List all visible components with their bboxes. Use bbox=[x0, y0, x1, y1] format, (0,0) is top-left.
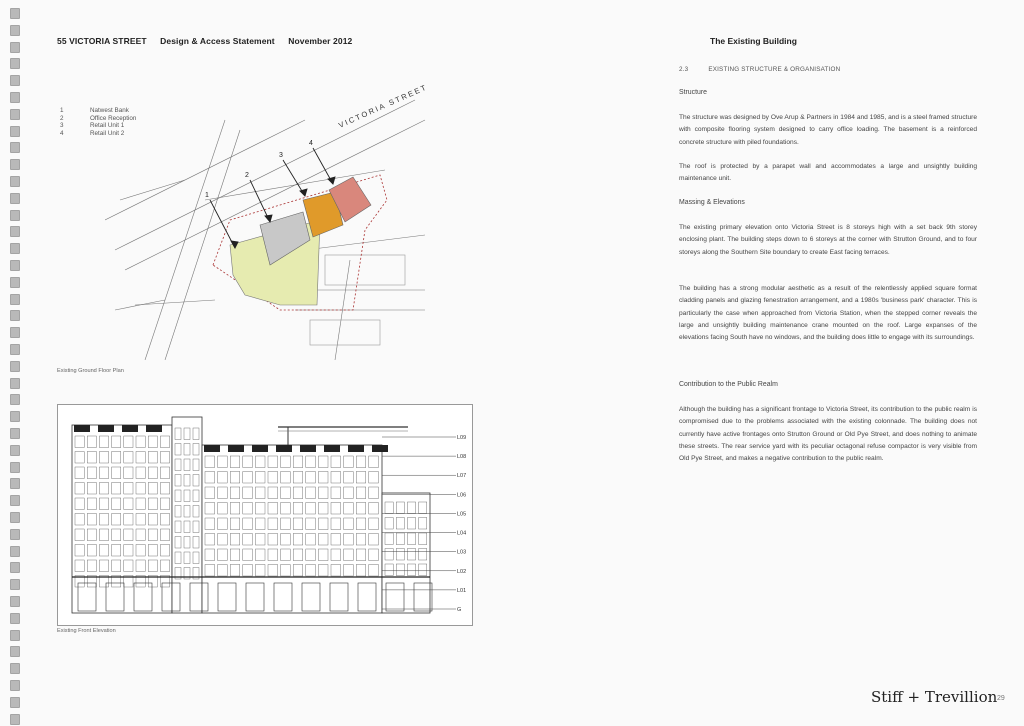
binding-hole bbox=[10, 680, 20, 691]
binding-hole bbox=[10, 193, 20, 204]
paragraph-text: Although the building has a significant frontage to Victoria Street, its contribution to the public realm is compromised due to the problems associated with the existing colonnade. The building does not currently have active frontages onto Strutton Ground or Old Pye Street, and does nothing to animate these streets. The rear service yard with its peculiar octagonal refuse compactor is very visible from Old Pye Street, and makes a negative contribution to the public realm. bbox=[679, 406, 977, 463]
binding-hole bbox=[10, 42, 20, 53]
binding-hole bbox=[10, 512, 20, 523]
binding-hole bbox=[10, 646, 20, 657]
binding-hole bbox=[10, 126, 20, 137]
binding-hole bbox=[10, 663, 20, 674]
binding-hole bbox=[10, 277, 20, 288]
binding-hole bbox=[10, 579, 20, 590]
header-document: Design & Access Statement bbox=[160, 36, 275, 46]
elevation-svg bbox=[58, 405, 472, 625]
paragraph bbox=[679, 112, 977, 149]
spiral-binding bbox=[6, 0, 22, 726]
binding-hole bbox=[10, 428, 20, 439]
level-label: L07 bbox=[457, 473, 467, 480]
ground-floor-plan bbox=[105, 60, 435, 360]
callout-label: 4 bbox=[309, 140, 313, 147]
level-label: L06 bbox=[457, 492, 467, 499]
front-elevation-drawing bbox=[57, 404, 473, 626]
heading-massing: Massing & Elevations bbox=[679, 199, 745, 206]
binding-hole bbox=[10, 462, 20, 473]
binding-hole bbox=[10, 378, 20, 389]
binding-hole bbox=[10, 478, 20, 489]
level-label: L04 bbox=[457, 530, 467, 537]
legend-num: 1 bbox=[60, 107, 64, 114]
paragraph bbox=[679, 222, 977, 259]
legend-label: Office Reception bbox=[90, 114, 137, 122]
binding-hole bbox=[10, 142, 20, 153]
binding-hole bbox=[10, 58, 20, 69]
legend-num: 3 bbox=[60, 122, 64, 130]
level-label: L01 bbox=[457, 587, 467, 594]
callout-label: 1 bbox=[205, 192, 209, 199]
binding-hole bbox=[10, 109, 20, 120]
section-title: EXISTING STRUCTURE & ORGANISATION bbox=[708, 66, 841, 73]
level-label: L02 bbox=[457, 568, 467, 575]
binding-hole bbox=[10, 176, 20, 187]
section-heading bbox=[679, 66, 840, 73]
binding-hole bbox=[10, 529, 20, 540]
binding-hole bbox=[10, 344, 20, 355]
callout-label: 2 bbox=[245, 172, 249, 179]
paragraph bbox=[679, 161, 977, 186]
binding-hole bbox=[10, 630, 20, 641]
binding-hole bbox=[10, 243, 20, 254]
heading-public-realm: Contribution to the Public Realm bbox=[679, 381, 778, 388]
paragraph bbox=[679, 404, 977, 465]
binding-hole bbox=[10, 361, 20, 372]
callout-label: 3 bbox=[279, 152, 283, 159]
legend-label: Retail Unit 2 bbox=[90, 129, 125, 137]
binding-hole bbox=[10, 394, 20, 405]
binding-hole bbox=[10, 210, 20, 221]
binding-hole bbox=[10, 546, 20, 557]
binding-hole bbox=[10, 226, 20, 237]
header-date: November 2012 bbox=[288, 36, 353, 46]
binding-hole bbox=[10, 596, 20, 607]
stiff-trevillion-logo: Stiff + Trevillion bbox=[871, 688, 998, 706]
binding-hole bbox=[10, 613, 20, 624]
binding-hole bbox=[10, 294, 20, 305]
level-label: G bbox=[457, 607, 462, 613]
binding-hole bbox=[10, 260, 20, 271]
level-label: L05 bbox=[457, 511, 467, 518]
street-label: VICTORIA STREET bbox=[337, 82, 430, 130]
paragraph-text: The building has a strong modular aesthetic as a result of the relentlessly applied square format cladding panels and glazing fenestration arrangement, and a 1980s 'business park' character. This is particularly the case when approached from Victoria Station, when the stepped corner reveals the large and unsightly building maintenance crane mounted on the roof. Large expanses of the elevations facing South have no windows, and the building does little to engage with its surroundings. bbox=[679, 285, 977, 342]
binding-hole bbox=[10, 714, 20, 725]
legend-label: Retail Unit 1 bbox=[90, 122, 125, 130]
page-title: The Existing Building bbox=[710, 36, 797, 46]
legend-num: 4 bbox=[60, 129, 64, 137]
heading-structure: Structure bbox=[679, 89, 707, 96]
binding-hole bbox=[10, 310, 20, 321]
page-header bbox=[57, 36, 363, 46]
level-label: L03 bbox=[457, 549, 467, 556]
binding-hole bbox=[10, 92, 20, 103]
paragraph-text: The roof is protected by a parapet wall and accommodates a large and unsightly building maintenance unit. bbox=[679, 163, 977, 183]
binding-hole bbox=[10, 159, 20, 170]
paragraph-text: The existing primary elevation onto Victoria Street is 8 storeys high with a set back 9th storey enclosing plant. The building steps down to 6 storeys at the corner with Strutton Ground, and to four storeys along the Southern Site boundary to create East facing terraces. bbox=[679, 224, 977, 256]
legend-label: Natwest Bank bbox=[90, 107, 129, 114]
legend-num: 2 bbox=[60, 114, 64, 122]
section-number: 2.3 bbox=[679, 66, 689, 73]
binding-hole bbox=[10, 327, 20, 338]
binding-hole bbox=[10, 495, 20, 506]
binding-hole bbox=[10, 562, 20, 573]
binding-hole bbox=[10, 697, 20, 708]
level-label: L08 bbox=[457, 454, 467, 461]
binding-hole bbox=[10, 445, 20, 456]
page-number: 29 bbox=[997, 695, 1005, 702]
header-project: 55 VICTORIA STREET bbox=[57, 36, 147, 46]
elevation-caption: Existing Front Elevation bbox=[57, 628, 116, 634]
level-label: L09 bbox=[457, 435, 467, 441]
binding-hole bbox=[10, 25, 20, 36]
paragraph-text: The structure was designed by Ove Arup & Partners in 1984 and 1985, and is a steel framed structure with composite flooring system designed to carry office loading. The basement is a reinforced concrete structure with piled foundations. bbox=[679, 114, 977, 146]
binding-hole bbox=[10, 75, 20, 86]
paragraph bbox=[679, 283, 977, 344]
binding-hole bbox=[10, 8, 20, 19]
plan-caption: Existing Ground Floor Plan bbox=[57, 368, 124, 374]
binding-hole bbox=[10, 411, 20, 422]
